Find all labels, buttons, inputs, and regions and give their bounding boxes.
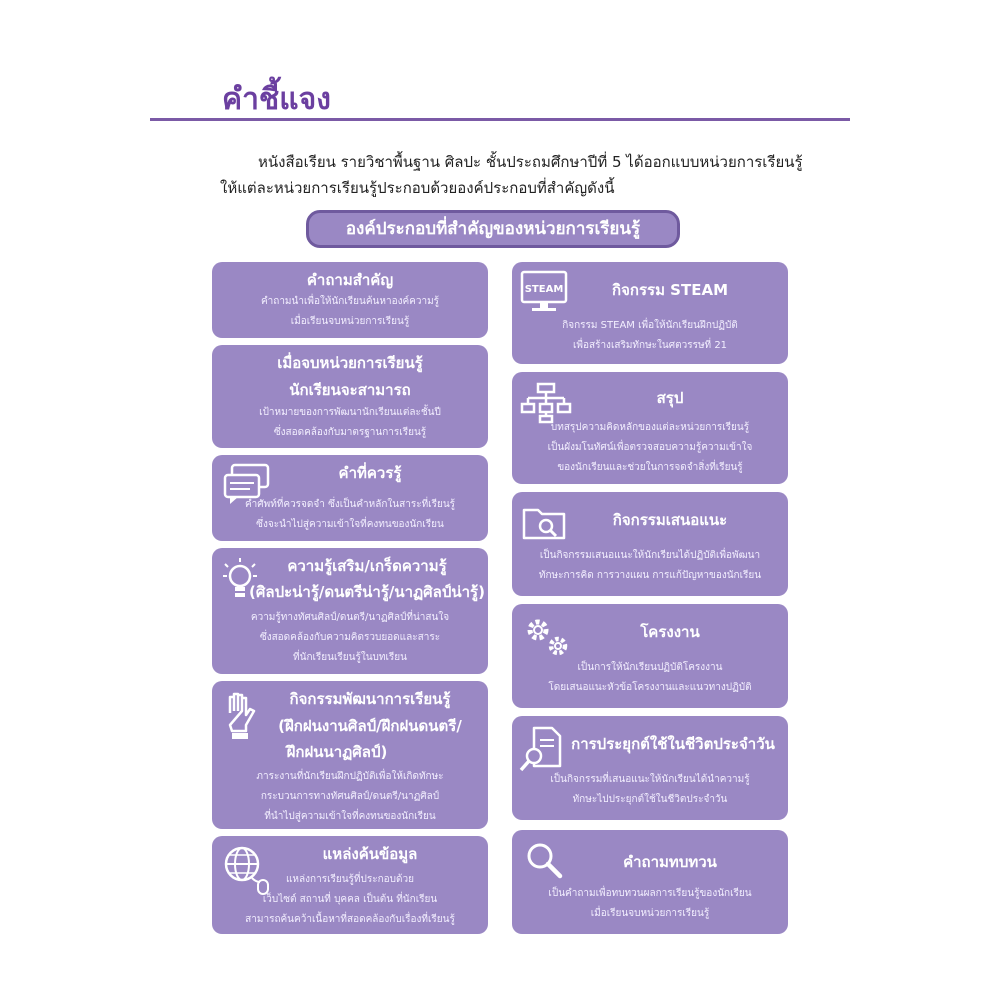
card-desc-line: ภาระงานที่นักเรียนฝึกปฏิบัติเพื่อให้เกิดทักษะ bbox=[256, 771, 444, 782]
card-desc-line: ทักษะไปประยุกต์ใช้ในชีวิตประจำวัน bbox=[572, 794, 728, 805]
card-suggested-activity bbox=[512, 492, 788, 596]
card-title: ความรู้เสริม/เกร็ดความรู้ bbox=[287, 557, 447, 575]
card-desc-line: ซึ่งสอดคล้องกับความคิดรวบยอดและสาระ bbox=[259, 632, 441, 643]
card-extra-knowledge bbox=[212, 548, 488, 674]
card-desc-line: เมื่อเรียนจบหน่วยการเรียนรู้ bbox=[290, 316, 410, 327]
intro-line-2: ให้แต่ละหน่วยการเรียนรู้ประกอบด้วยองค์ประกอบที่สำคัญดังนี้ bbox=[220, 179, 615, 197]
card-desc-line: เป้าหมายของการพัฒนานักเรียนแต่ละชั้นปี bbox=[259, 407, 441, 418]
card-desc-line: เป็นคำถามเพื่อทบทวนผลการเรียนรู้ของนักเรียน bbox=[548, 888, 752, 899]
card-desc-line: ของนักเรียนและช่วยในการจดจำสิ่งที่เรียนรู้ bbox=[557, 462, 743, 473]
card-desc-line: เพื่อสร้างเสริมทักษะในศตวรรษที่ 21 bbox=[572, 340, 728, 351]
card-desc-line: กระบวนการทางทัศนศิลป์/ดนตรี/นาฏศิลป์ bbox=[260, 791, 440, 802]
card-desc-line: ทักษะการคิด การวางแผน การแก้ปัญหาของนักเรียน bbox=[538, 570, 762, 581]
page-title: คำชี้แจง bbox=[222, 82, 331, 117]
card-desc-line: เว็บไซต์ สถานที่ บุคคล เป็นต้น ที่นักเรียน bbox=[262, 894, 438, 905]
card-title: สรุป bbox=[656, 389, 684, 407]
card-title: กิจกรรมพัฒนาการเรียนรู้ bbox=[289, 690, 451, 708]
intro-line-1: หนังสือเรียน รายวิชาพื้นฐาน ศิลปะ ชั้นประถมศึกษาปีที่ 5 ได้ออกแบบหน่วยการเรียนรู้ bbox=[258, 153, 803, 171]
card-desc-line: เป็นกิจกรรมที่เสนอแนะให้นักเรียนได้นำความรู้ bbox=[550, 774, 750, 785]
card-title: เมื่อจบหน่วยการเรียนรู้ bbox=[277, 354, 423, 372]
card-desc-line: ซึ่งสอดคล้องกับมาตรฐานการเรียนรู้ bbox=[273, 427, 427, 438]
card-title: คำถามสำคัญ bbox=[306, 271, 394, 289]
card-daily-application bbox=[512, 716, 788, 820]
card-desc-line: เมื่อเรียนจบหน่วยการเรียนรู้ bbox=[590, 908, 710, 919]
card-resources bbox=[212, 836, 488, 934]
card-vocabulary bbox=[212, 455, 488, 541]
card-learning-outcomes bbox=[212, 345, 488, 448]
card-title: กิจกรรม STEAM bbox=[612, 281, 728, 299]
card-desc-line: เป็นกิจกรรมเสนอแนะให้นักเรียนได้ปฏิบัติเพื่อพัฒนา bbox=[539, 550, 761, 561]
card-desc-line: โดยเสนอแนะหัวข้อโครงงานและแนวทางปฏิบัติ bbox=[548, 682, 752, 693]
card-title: โครงงาน bbox=[640, 623, 700, 641]
card-desc-line: แหล่งการเรียนรู้ที่ประกอบด้วย bbox=[285, 874, 414, 885]
card-key-question bbox=[212, 262, 488, 338]
card-desc-line: บทสรุปความคิดหลักของแต่ละหน่วยการเรียนรู้ bbox=[550, 422, 750, 433]
card-title: ฝึกฝนนาฏศิลป์) bbox=[286, 743, 388, 761]
section-banner: องค์ประกอบที่สำคัญของหน่วยการเรียนรู้ bbox=[306, 210, 680, 248]
card-desc-line: ความรู้ทางทัศนศิลป์/ดนตรี/นาฏศิลป์ที่น่าสนใจ bbox=[250, 612, 450, 623]
card-desc-line: คำถามนำเพื่อให้นักเรียนค้นหาองค์ความรู้ bbox=[260, 296, 440, 307]
card-desc-line: สามารถค้นคว้าเนื้อหาที่สอดคล้องกับเรื่องที่เรียนรู้ bbox=[245, 914, 455, 925]
card-desc-line: ที่นักเรียนเรียนรู้ในบทเรียน bbox=[293, 652, 407, 663]
card-title: กิจกรรมเสนอแนะ bbox=[612, 511, 728, 529]
card-desc-line: ซึ่งจะนำไปสู่ความเข้าใจที่คงทนของนักเรียน bbox=[256, 519, 444, 530]
card-title: การประยุกต์ใช้ในชีวิตประจำวัน bbox=[571, 735, 775, 753]
card-desc-line: เป็นผังมโนทัศน์เพื่อตรวจสอบความรู้ความเข้าใจ bbox=[547, 442, 753, 453]
card-title: (ศิลปะน่ารู้/ดนตรีน่ารู้/นาฏศิลป์น่ารู้) bbox=[249, 583, 485, 601]
card-title: คำถามทบทวน bbox=[623, 853, 717, 871]
card-desc-line: ที่นำไปสู่ความเข้าใจที่คงทนของนักเรียน bbox=[264, 811, 436, 822]
title-divider bbox=[150, 118, 850, 121]
steam-label: STEAM bbox=[524, 284, 564, 295]
card-title: นักเรียนจะสามารถ bbox=[289, 381, 411, 399]
card-learning-activity bbox=[212, 681, 488, 829]
card-project bbox=[512, 604, 788, 708]
card-desc-line: คำศัพท์ที่ควรจดจำ ซึ่งเป็นคำหลักในสาระที่เรียนรู้ bbox=[244, 499, 456, 510]
card-title: (ฝึกฝนงานศิลป์/ฝึกฝนดนตรี/ bbox=[278, 717, 462, 735]
card-summary bbox=[512, 372, 788, 484]
card-desc-line: กิจกรรม STEAM เพื่อให้นักเรียนฝึกปฏิบัติ bbox=[562, 320, 738, 331]
card-steam bbox=[512, 262, 788, 364]
card-review-questions bbox=[512, 830, 788, 934]
card-title: แหล่งค้นข้อมูล bbox=[322, 845, 418, 863]
card-title: คำที่ควรรู้ bbox=[338, 464, 402, 482]
card-desc-line: เป็นการให้นักเรียนปฏิบัติโครงงาน bbox=[577, 662, 723, 673]
